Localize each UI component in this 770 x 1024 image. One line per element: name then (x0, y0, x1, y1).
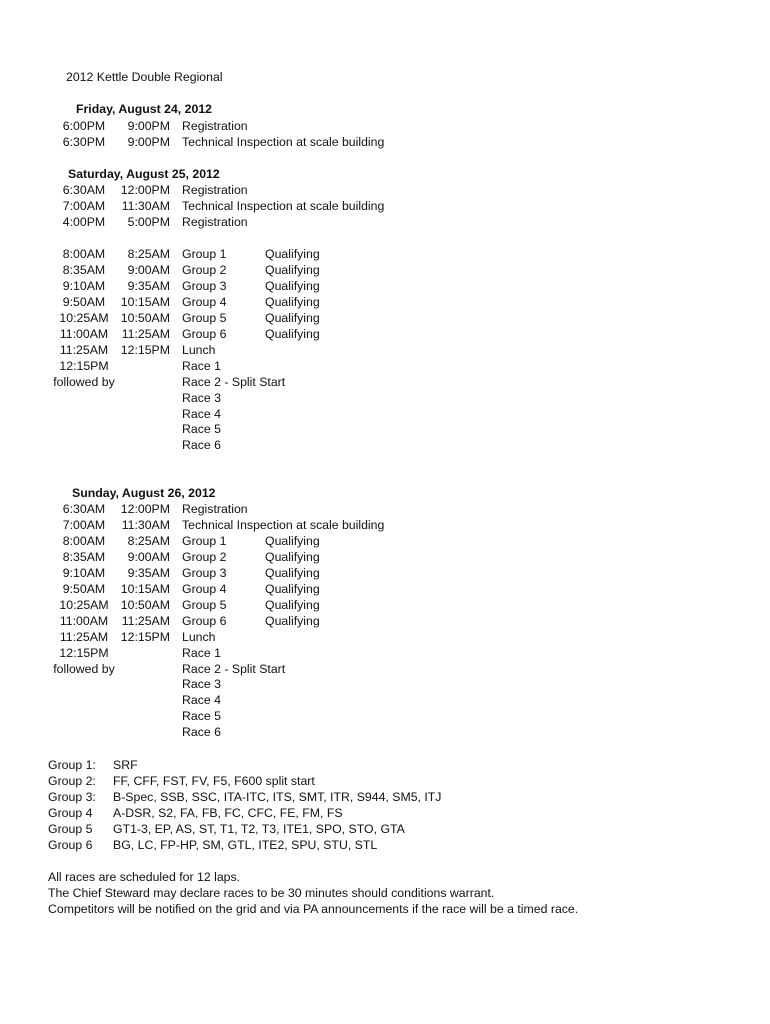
event-label: Lunch (182, 629, 216, 644)
event-label: Race 5 (182, 709, 221, 724)
end-time: 12:15PM (120, 629, 170, 644)
start-time: 11:25AM (59, 629, 109, 644)
end-time: 5:00PM (127, 215, 170, 229)
group-label: Group 4 (48, 805, 93, 820)
group-label: Group 6 (48, 837, 93, 852)
end-time: 12:00PM (120, 502, 170, 516)
start-time: 4:00PM (62, 215, 106, 229)
group-classes: GT1-3, EP, AS, ST, T1, T2, T3, ITE1, SPO, STO, GTA (113, 821, 405, 836)
friday-heading: Friday, August 24, 2012 (76, 102, 212, 116)
start-time: 7:00AM (62, 199, 106, 213)
event-label: Race 5 (182, 422, 221, 437)
start-time: 10:25AM (59, 597, 109, 612)
start-time: followed by (53, 661, 115, 676)
session-type: Qualifying (265, 597, 320, 612)
end-time: 11:30AM (121, 517, 170, 532)
end-time: 10:50AM (120, 310, 170, 325)
session-type: Qualifying (265, 262, 320, 277)
end-time: 9:35AM (127, 278, 170, 293)
start-time: 6:30PM (62, 135, 106, 149)
event-label: Group 6 (182, 326, 227, 341)
start-time: 11:00AM (59, 326, 109, 341)
event-label: Registration (182, 119, 248, 133)
start-time: 12:15PM (59, 358, 109, 373)
end-time: 8:25AM (127, 533, 170, 548)
group-classes: A-DSR, S2, FA, FB, FC, CFC, FE, FM, FS (113, 805, 343, 820)
start-time: 6:30AM (62, 502, 106, 516)
event-label: Race 6 (182, 725, 221, 740)
event-label: Registration (182, 215, 248, 229)
start-time: 9:10AM (62, 278, 106, 293)
session-type: Qualifying (265, 565, 320, 580)
event-label: Group 4 (182, 294, 227, 309)
end-time: 11:25AM (121, 613, 170, 628)
event-label: Race 3 (182, 390, 221, 405)
start-time: 8:35AM (62, 262, 106, 277)
session-type: Qualifying (265, 549, 320, 564)
end-time: 9:00AM (127, 262, 170, 277)
note-line: Competitors will be notified on the grid and via PA announcements if the race will be a timed race. (48, 902, 579, 916)
end-time: 9:35AM (127, 565, 170, 580)
event-label: Lunch (182, 342, 216, 357)
session-type: Qualifying (265, 278, 320, 293)
start-time: 9:50AM (62, 581, 106, 596)
end-time: 12:00PM (120, 183, 170, 197)
group-classes: SRF (113, 758, 138, 772)
group-classes: BG, LC, FP-HP, SM, GTL, ITE2, SPU, STU, STL (113, 837, 378, 852)
start-time: 11:00AM (59, 613, 109, 628)
event-label: Race 2 - Split Start (182, 374, 286, 389)
session-type: Qualifying (265, 247, 320, 261)
session-type: Qualifying (265, 581, 320, 596)
event-label: Race 1 (182, 358, 221, 373)
event-label: Group 2 (182, 549, 227, 564)
event-label: Technical Inspection at scale building (182, 135, 385, 149)
group-label: Group 2: (48, 773, 96, 788)
event-label: Race 1 (182, 645, 221, 660)
event-label: Registration (182, 183, 248, 197)
event-label: Race 6 (182, 438, 221, 453)
start-time: 6:30AM (62, 183, 106, 197)
start-time: 8:00AM (62, 247, 106, 261)
end-time: 9:00PM (127, 119, 170, 133)
start-time: 11:25AM (59, 342, 109, 357)
start-time: 7:00AM (62, 517, 106, 532)
event-label: Group 3 (182, 278, 227, 293)
event-label: Race 4 (182, 693, 221, 708)
session-type: Qualifying (265, 533, 320, 548)
start-time: 9:50AM (62, 294, 106, 309)
note-line: The Chief Steward may declare races to be 30 minutes should conditions warrant. (48, 886, 495, 900)
event-label: Technical Inspection at scale building (182, 517, 385, 532)
end-time: 10:50AM (120, 597, 170, 612)
event-label: Group 5 (182, 310, 227, 325)
event-label: Group 1 (182, 533, 227, 548)
end-time: 9:00PM (127, 135, 170, 149)
start-time: 9:10AM (62, 565, 106, 580)
event-label: Group 2 (182, 262, 227, 277)
group-label: Group 5 (48, 821, 93, 836)
start-time: 12:15PM (59, 645, 109, 660)
start-time: 6:00PM (62, 119, 106, 133)
start-time: 8:00AM (62, 533, 106, 548)
end-time: 8:25AM (127, 247, 170, 261)
event-label: Group 6 (182, 613, 227, 628)
group-label: Group 1: (48, 758, 96, 772)
sunday-heading: Sunday, August 26, 2012 (72, 486, 216, 500)
event-label: Group 1 (182, 247, 227, 261)
session-type: Qualifying (265, 613, 320, 628)
session-type: Qualifying (265, 326, 320, 341)
event-label: Group 4 (182, 581, 227, 596)
event-label: Group 3 (182, 565, 227, 580)
event-label: Race 3 (182, 677, 221, 692)
start-time: followed by (53, 374, 115, 389)
start-time: 10:25AM (59, 310, 109, 325)
saturday-heading: Saturday, August 25, 2012 (68, 167, 220, 181)
event-label: Race 4 (182, 406, 221, 421)
group-classes: B-Spec, SSB, SSC, ITA-ITC, ITS, SMT, ITR, S944, SM5, ITJ (113, 789, 442, 804)
end-time: 11:30AM (121, 199, 170, 213)
event-label: Technical Inspection at scale building (182, 199, 385, 213)
session-type: Qualifying (265, 310, 320, 325)
document-title: 2012 Kettle Double Regional (66, 70, 223, 84)
session-type: Qualifying (265, 294, 320, 309)
end-time: 10:15AM (120, 581, 170, 596)
group-classes: FF, CFF, FST, FV, F5, F600 split start (113, 773, 315, 788)
end-time: 12:15PM (120, 342, 170, 357)
group-label: Group 3: (48, 789, 96, 804)
note-line: All races are scheduled for 12 laps. (48, 870, 241, 884)
event-label: Race 2 - Split Start (182, 661, 286, 676)
start-time: 8:35AM (62, 549, 106, 564)
end-time: 9:00AM (127, 549, 170, 564)
end-time: 11:25AM (121, 326, 170, 341)
event-label: Registration (182, 502, 248, 516)
event-label: Group 5 (182, 597, 227, 612)
end-time: 10:15AM (120, 294, 170, 309)
